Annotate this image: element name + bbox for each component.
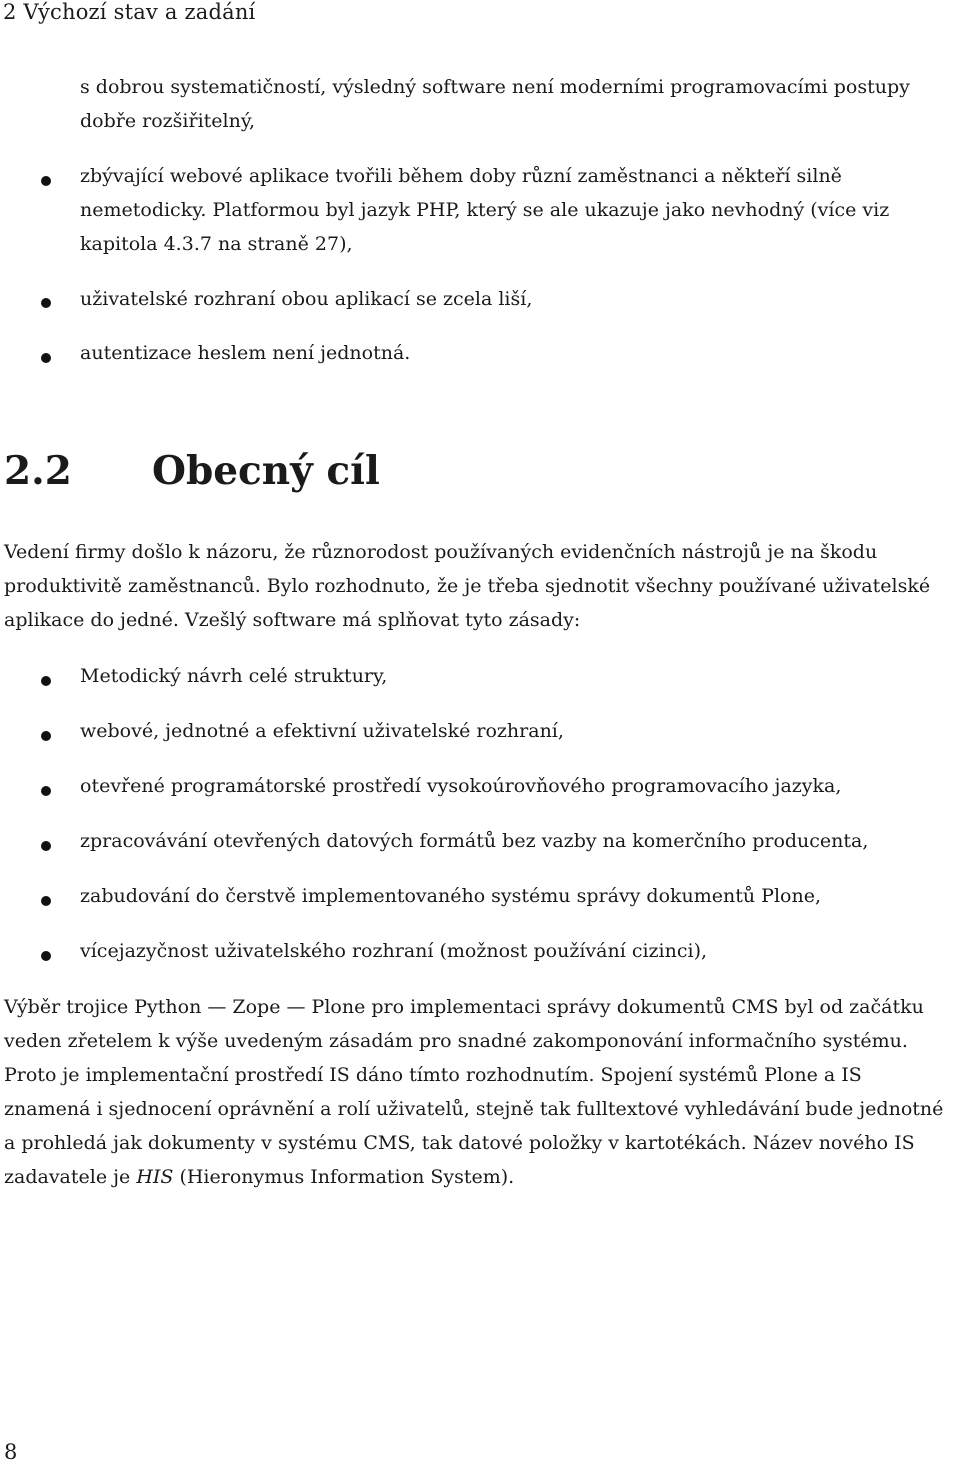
closing-paragraph-text: Výběr trojice Python — Zope — Plone pro implementaci správy dokumentů CMS byl od začátku veden zřetelem k výše uvedeným zásadám pro snadné zakomponování informačního systému. Proto je implementační prostředí IS dáno tímto rozhodnutím. Spojení systémů Plone a IS znamená i sjednocení oprávnění a rolí uživatelů, stejně tak fulltextové vyhledávání bude jednotné a prohledá jak dokumenty v systému CMS, tak datové položky v kartotékách. Název nového IS zadavatele je <box>4 996 944 1188</box>
section-title: Obecný cíl <box>152 448 380 494</box>
bullet-icon <box>41 951 51 961</box>
list-item: Metodický návrh celé struktury, <box>80 665 388 687</box>
bullet-icon <box>41 353 51 363</box>
bullet-icon <box>41 176 51 186</box>
list-item: zabudování do čerstvě implementovaného systému správy dokumentů Plone, <box>80 885 821 907</box>
list-item: zpracovávání otevřených datových formátů bez vazby na komerčního producenta, <box>80 830 869 852</box>
bullet-icon <box>41 896 51 906</box>
bullet-icon <box>41 786 51 796</box>
bullet-icon <box>41 298 51 308</box>
bullet-icon <box>41 676 51 686</box>
list-item: autentizace heslem není jednotná. <box>80 342 411 364</box>
closing-paragraph-tail: (Hieronymus Information System). <box>173 1166 515 1188</box>
system-name-emphasis: HIS <box>136 1166 174 1188</box>
running-head: 2 Výchozí stav a zadání <box>3 0 256 24</box>
intro-paragraph: Vedení firmy došlo k názoru, že různorodost používaných evidenčních nástrojů je na škodu produktivitě zaměstnanců. Bylo rozhodnuto, že je třeba sjednotit všechny používané uživatelské aplikace do jedné. Vzešlý software má splňovat tyto zásady: <box>4 541 931 631</box>
list-item: vícejazyčnost uživatelského rozhraní (možnost používání cizinci), <box>80 940 708 962</box>
list-item: zbývající webové aplikace tvořili během doby různí zaměstnanci a někteří silně nemetodicky. Platformou byl jazyk PHP, který se ale ukazuje jako nevhodný (více viz kapitola 4.3.7 na straně 27), <box>80 165 890 255</box>
bullet-icon <box>41 731 51 741</box>
bullet-icon <box>41 841 51 851</box>
list-item: webové, jednotné a efektivní uživatelské rozhraní, <box>80 720 564 742</box>
page-number: 8 <box>4 1440 18 1464</box>
list-item-continued: s dobrou systematičností, výsledný software není moderními programovacími postupy dobře rozšiřitelný, <box>80 76 910 132</box>
section-heading <box>4 447 380 495</box>
list-item: uživatelské rozhraní obou aplikací se zcela liší, <box>80 288 533 310</box>
list-item: otevřené programátorské prostředí vysokoúrovňového programovacího jazyka, <box>80 775 842 797</box>
section-number: 2.2 <box>4 448 72 494</box>
closing-paragraph <box>4 990 954 1194</box>
